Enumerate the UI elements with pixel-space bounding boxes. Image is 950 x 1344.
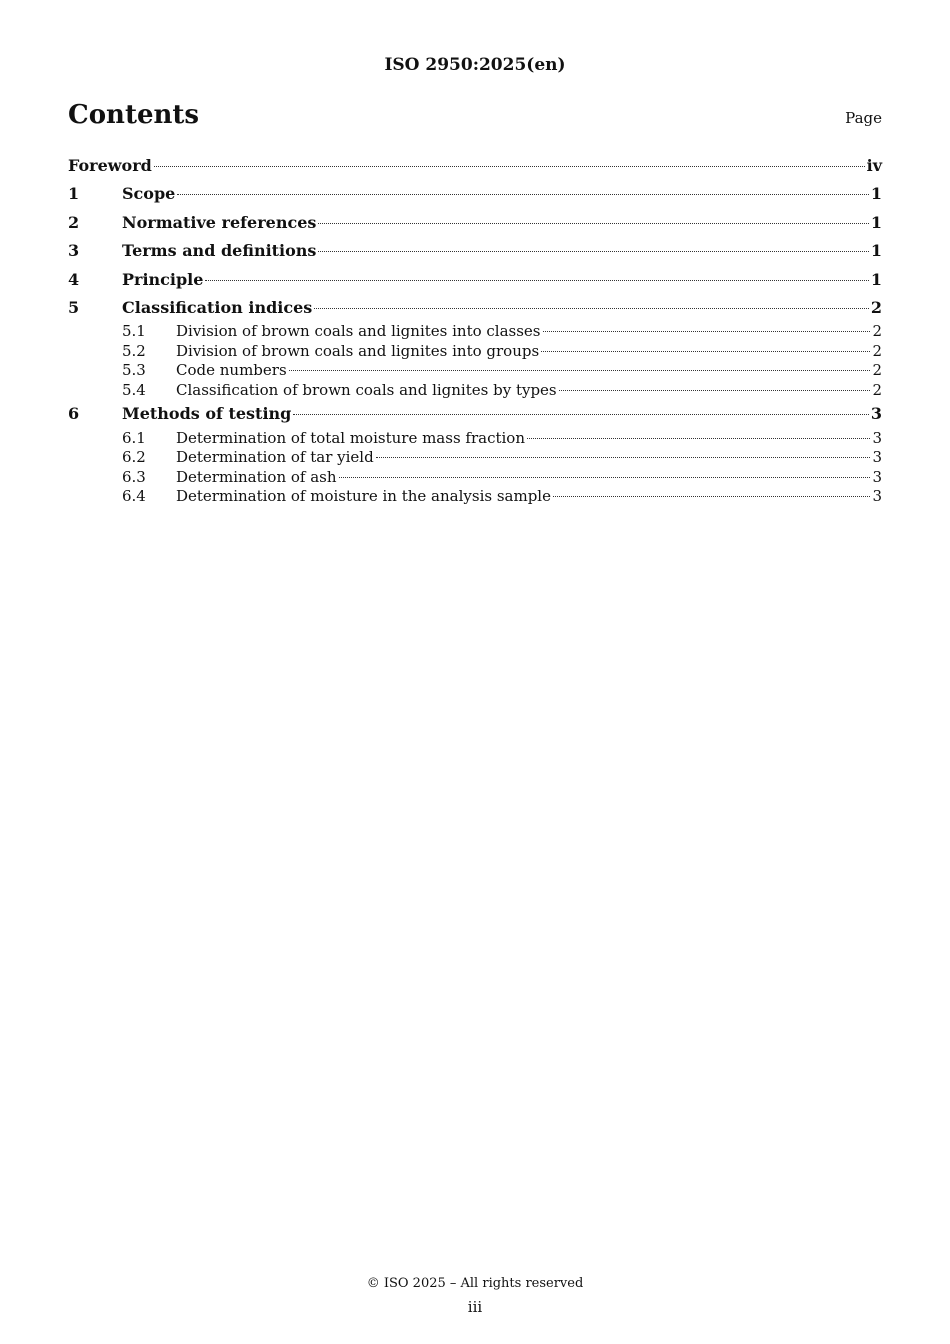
- toc-subentry-number: 5.4: [122, 380, 146, 399]
- toc-subentry-6-1[interactable]: [68, 429, 882, 449]
- toc-subentry-page: 3: [872, 467, 882, 486]
- toc-entry-number: 4: [68, 269, 80, 289]
- toc-subentry-page: 3: [872, 448, 882, 467]
- toc-entry-title: Normative references: [122, 212, 317, 232]
- toc-subentry-page: 2: [872, 361, 882, 380]
- toc-entry-number: 5: [68, 297, 80, 317]
- toc-entry-page: 3: [870, 404, 882, 424]
- toc-entry-normative-references[interactable]: [68, 209, 882, 237]
- toc-entry-page: iv: [866, 156, 882, 175]
- document-id-header: ISO 2950:2025(en): [384, 55, 566, 75]
- page-number: iii: [467, 1298, 483, 1316]
- toc-subentry-title: Determination of tar yield: [176, 448, 374, 467]
- toc-entry-number: 2: [68, 212, 80, 232]
- toc-subentry-6-2[interactable]: [68, 448, 882, 468]
- dot-leader: [318, 223, 868, 224]
- toc-entry-terms-and-definitions[interactable]: [68, 237, 882, 265]
- toc-subentry-title: Determination of moisture in the analysis sample: [176, 487, 551, 506]
- toc-subentry-title: Determination of total moisture mass fraction: [176, 428, 525, 447]
- toc-subentry-6-4[interactable]: [68, 487, 882, 507]
- copyright-notice: © ISO 2025 – All rights reserved: [366, 1276, 584, 1291]
- toc-subentry-5-1[interactable]: [68, 322, 882, 342]
- toc-subentry-page: 3: [872, 428, 882, 447]
- dot-leader: [541, 351, 870, 352]
- toc-subentry-number: 5.2: [122, 341, 146, 360]
- toc-subentry-5-4[interactable]: [68, 381, 882, 401]
- toc-entry-page: 1: [870, 184, 882, 204]
- contents-title: Contents: [68, 100, 200, 130]
- toc-subentry-title: Classification of brown coals and lignites by types: [176, 380, 557, 399]
- toc-entry-foreword[interactable]: [68, 152, 882, 180]
- toc-entry-number: 6: [68, 404, 80, 424]
- toc-subentry-number: 6.2: [122, 448, 146, 467]
- toc-subentry-title: Division of brown coals and lignites into groups: [176, 341, 540, 360]
- dot-leader: [314, 308, 869, 309]
- toc-subentry-number: 6.3: [122, 467, 146, 486]
- toc-entry-page: 1: [870, 269, 882, 289]
- table-of-contents: [68, 152, 882, 507]
- toc-entry-classification-indices[interactable]: [68, 294, 882, 322]
- dot-leader: [543, 331, 871, 332]
- toc-subentry-title: Division of brown coals and lignites into classes: [176, 322, 541, 341]
- toc-entry-page: 1: [870, 212, 882, 232]
- toc-subentry-6-3[interactable]: [68, 468, 882, 488]
- toc-entry-scope[interactable]: [68, 180, 882, 208]
- toc-entry-title: Foreword: [68, 156, 152, 175]
- toc-subentry-title: Determination of ash: [176, 467, 337, 486]
- toc-subentry-5-3[interactable]: [68, 361, 882, 381]
- dot-leader: [527, 438, 870, 439]
- toc-subentry-title: Code numbers: [176, 361, 287, 380]
- toc-subentry-5-2[interactable]: [68, 342, 882, 362]
- toc-subentry-number: 6.1: [122, 428, 146, 447]
- dot-leader: [205, 280, 868, 281]
- toc-entry-title: Methods of testing: [122, 404, 292, 424]
- toc-entry-page: 1: [870, 241, 882, 261]
- toc-entry-title: Principle: [122, 269, 204, 289]
- toc-entry-title: Terms and definitions: [122, 241, 317, 261]
- dot-leader: [177, 194, 869, 195]
- dot-leader: [318, 251, 868, 252]
- dot-leader: [339, 477, 871, 478]
- toc-entry-page: 2: [870, 297, 882, 317]
- dot-leader: [293, 414, 869, 415]
- toc-entry-title: Scope: [122, 184, 176, 204]
- toc-entry-number: 3: [68, 241, 80, 261]
- toc-entry-number: 1: [68, 184, 80, 204]
- toc-subentry-number: 5.3: [122, 361, 146, 380]
- toc-entry-principle[interactable]: [68, 266, 882, 294]
- toc-subentry-page: 2: [872, 380, 882, 399]
- contents-heading-row: [68, 100, 882, 134]
- dot-leader: [559, 390, 871, 391]
- dot-leader: [154, 166, 865, 167]
- dot-leader: [376, 457, 871, 458]
- dot-leader: [289, 370, 871, 371]
- dot-leader: [553, 496, 870, 497]
- toc-entry-title: Classification indices: [122, 297, 313, 317]
- toc-subentry-page: 2: [872, 322, 882, 341]
- toc-subentry-number: 6.4: [122, 487, 146, 506]
- toc-entry-methods-of-testing[interactable]: [68, 400, 882, 428]
- toc-subentry-page: 3: [872, 487, 882, 506]
- toc-subentry-page: 2: [872, 341, 882, 360]
- page-column-label: Page: [845, 109, 882, 127]
- toc-subentry-number: 5.1: [122, 322, 146, 341]
